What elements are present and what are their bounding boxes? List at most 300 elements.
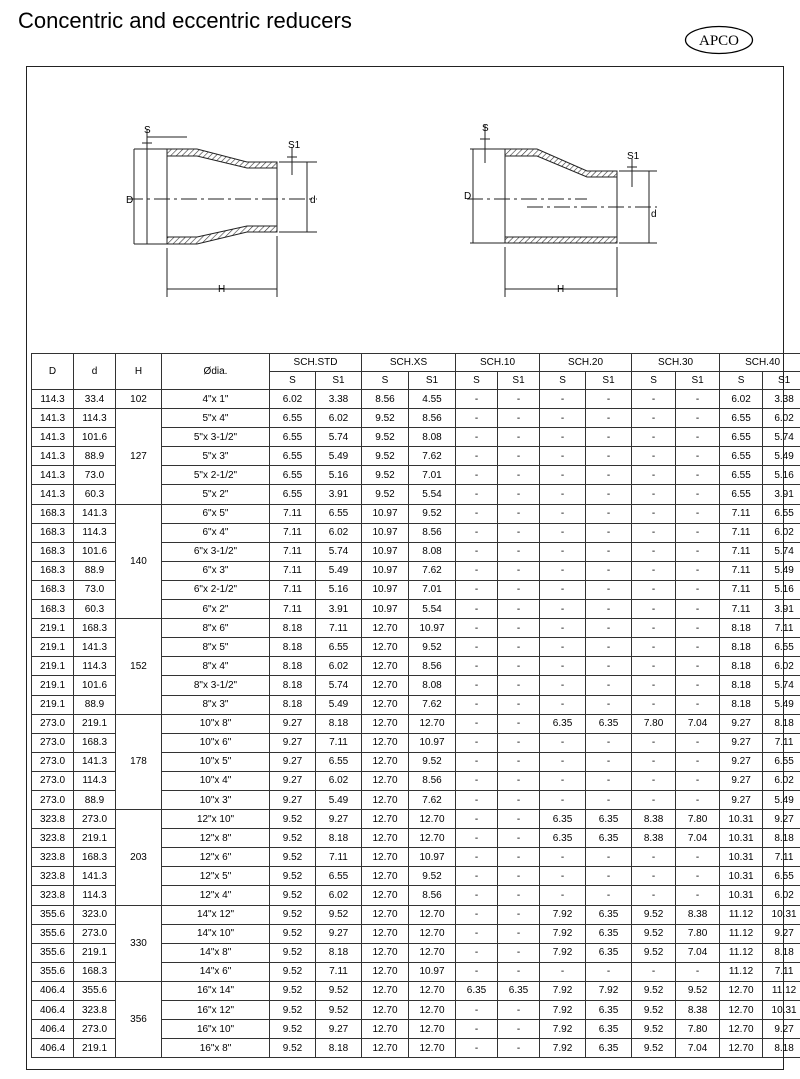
cell-sch40-s: 12.70 xyxy=(720,1039,763,1058)
sub-header-s: S xyxy=(270,372,316,390)
cell-xs-s: 12.70 xyxy=(362,638,409,657)
cell-xs-s1: 5.54 xyxy=(409,600,456,619)
cell-odia: 12"x 5" xyxy=(162,867,270,886)
cell-sch40-s: 12.70 xyxy=(720,981,763,1000)
cell-sch20-s: - xyxy=(540,447,586,466)
cell-std-s: 6.55 xyxy=(270,409,316,428)
cell-sch30-s: - xyxy=(632,867,676,886)
cell-D: 141.3 xyxy=(32,447,74,466)
cell-sch30-s: - xyxy=(632,771,676,790)
cell-D: 406.4 xyxy=(32,981,74,1000)
cell-sch10-s1: - xyxy=(498,771,540,790)
cell-xs-s1: 8.56 xyxy=(409,657,456,676)
cell-sch40-s: 11.12 xyxy=(720,905,763,924)
cell-sch20-s: - xyxy=(540,466,586,485)
cell-std-s: 7.11 xyxy=(270,504,316,523)
cell-odia: 10"x 5" xyxy=(162,752,270,771)
cell-std-s1: 5.16 xyxy=(316,466,362,485)
cell-sch20-s: 7.92 xyxy=(540,1020,586,1039)
table-header-row xyxy=(32,354,800,372)
concentric-s-label: S xyxy=(144,125,151,136)
cell-d: 101.6 xyxy=(74,542,116,561)
cell-sch30-s: - xyxy=(632,523,676,542)
cell-sch30-s: - xyxy=(632,409,676,428)
cell-sch30-s1: - xyxy=(676,428,720,447)
cell-sch20-s: - xyxy=(540,619,586,638)
cell-sch10-s1: - xyxy=(498,1039,540,1058)
cell-D: 323.8 xyxy=(32,810,74,829)
cell-sch20-s1: 6.35 xyxy=(586,1001,632,1020)
cell-sch30-s1: - xyxy=(676,447,720,466)
cell-D: 273.0 xyxy=(32,752,74,771)
cell-std-s: 6.55 xyxy=(270,485,316,504)
cell-sch10-s: - xyxy=(456,886,498,905)
group-header-sch-20: SCH.20 xyxy=(540,354,632,372)
cell-sch30-s1: - xyxy=(676,962,720,981)
cell-odia: 14"x 10" xyxy=(162,924,270,943)
cell-sch30-s1: - xyxy=(676,676,720,695)
cell-xs-s1: 12.70 xyxy=(409,1001,456,1020)
cell-sch10-s: - xyxy=(456,561,498,580)
cell-D: 168.3 xyxy=(32,523,74,542)
cell-sch10-s: - xyxy=(456,695,498,714)
cell-sch30-s1: - xyxy=(676,466,720,485)
cell-std-s1: 9.27 xyxy=(316,1020,362,1039)
cell-xs-s: 12.70 xyxy=(362,886,409,905)
cell-H: 140 xyxy=(116,504,162,619)
cell-sch40-s1: 6.55 xyxy=(763,867,800,886)
cell-xs-s: 9.52 xyxy=(362,485,409,504)
cell-sch30-s1: - xyxy=(676,752,720,771)
cell-sch10-s1: - xyxy=(498,1001,540,1020)
cell-std-s: 9.52 xyxy=(270,962,316,981)
cell-std-s1: 7.11 xyxy=(316,619,362,638)
cell-std-s: 6.55 xyxy=(270,466,316,485)
cell-sch30-s1: - xyxy=(676,580,720,599)
cell-sch20-s1: - xyxy=(586,485,632,504)
cell-xs-s: 12.70 xyxy=(362,752,409,771)
cell-sch40-s: 10.31 xyxy=(720,867,763,886)
cell-d: 323.0 xyxy=(74,905,116,924)
cell-sch20-s1: - xyxy=(586,848,632,867)
cell-D: 273.0 xyxy=(32,733,74,752)
cell-std-s: 9.27 xyxy=(270,790,316,809)
cell-sch40-s1: 10.31 xyxy=(763,1001,800,1020)
cell-D: 273.0 xyxy=(32,790,74,809)
cell-d: 219.1 xyxy=(74,1039,116,1058)
cell-sch30-s1: - xyxy=(676,561,720,580)
cell-std-s: 8.18 xyxy=(270,619,316,638)
cell-sch10-s1: - xyxy=(498,542,540,561)
cell-sch30-s: 9.52 xyxy=(632,924,676,943)
cell-xs-s: 12.70 xyxy=(362,619,409,638)
cell-sch30-s1: 7.04 xyxy=(676,943,720,962)
cell-d: 88.9 xyxy=(74,561,116,580)
cell-sch40-s: 9.27 xyxy=(720,714,763,733)
cell-sch10-s1: - xyxy=(498,390,540,409)
cell-sch40-s1: 6.55 xyxy=(763,752,800,771)
cell-sch10-s: - xyxy=(456,733,498,752)
cell-odia: 6"x 3-1/2" xyxy=(162,542,270,561)
cell-sch30-s: 9.52 xyxy=(632,905,676,924)
cell-std-s1: 6.02 xyxy=(316,409,362,428)
cell-H: 152 xyxy=(116,619,162,714)
cell-D: 168.3 xyxy=(32,542,74,561)
cell-sch40-s: 11.12 xyxy=(720,962,763,981)
cell-odia: 4"x 1" xyxy=(162,390,270,409)
cell-d: 141.3 xyxy=(74,752,116,771)
sub-header-s: S xyxy=(362,372,409,390)
cell-sch40-s: 12.70 xyxy=(720,1020,763,1039)
cell-xs-s: 12.70 xyxy=(362,714,409,733)
cell-sch30-s: - xyxy=(632,733,676,752)
cell-sch40-s1: 8.18 xyxy=(763,1039,800,1058)
cell-sch10-s1: - xyxy=(498,619,540,638)
cell-odia: 8"x 5" xyxy=(162,638,270,657)
cell-std-s1: 6.02 xyxy=(316,771,362,790)
cell-std-s1: 6.02 xyxy=(316,886,362,905)
cell-xs-s: 12.70 xyxy=(362,733,409,752)
cell-std-s1: 5.49 xyxy=(316,447,362,466)
cell-sch20-s1: - xyxy=(586,638,632,657)
cell-sch10-s: - xyxy=(456,504,498,523)
cell-std-s: 9.52 xyxy=(270,848,316,867)
cell-odia: 8"x 3" xyxy=(162,695,270,714)
cell-sch30-s1: 8.38 xyxy=(676,1001,720,1020)
cell-xs-s1: 8.08 xyxy=(409,542,456,561)
cell-sch10-s1: - xyxy=(498,943,540,962)
cell-std-s1: 6.02 xyxy=(316,657,362,676)
cell-d: 168.3 xyxy=(74,848,116,867)
cell-std-s: 9.52 xyxy=(270,981,316,1000)
cell-sch20-s1: - xyxy=(586,771,632,790)
cell-sch40-s: 6.02 xyxy=(720,390,763,409)
cell-xs-s1: 10.97 xyxy=(409,619,456,638)
cell-sch30-s: - xyxy=(632,657,676,676)
cell-sch30-s1: 8.38 xyxy=(676,905,720,924)
cell-sch20-s1: 6.35 xyxy=(586,905,632,924)
cell-D: 219.1 xyxy=(32,638,74,657)
cell-sch10-s: 6.35 xyxy=(456,981,498,1000)
cell-sch20-s1: - xyxy=(586,867,632,886)
cell-std-s: 9.27 xyxy=(270,733,316,752)
cell-xs-s1: 8.56 xyxy=(409,409,456,428)
cell-sch20-s1: - xyxy=(586,580,632,599)
cell-sch10-s: - xyxy=(456,542,498,561)
cell-d: 60.3 xyxy=(74,600,116,619)
cell-xs-s1: 10.97 xyxy=(409,962,456,981)
cell-xs-s: 10.97 xyxy=(362,600,409,619)
cell-xs-s1: 5.54 xyxy=(409,485,456,504)
cell-sch20-s1: - xyxy=(586,790,632,809)
cell-std-s: 9.52 xyxy=(270,1020,316,1039)
cell-std-s: 9.52 xyxy=(270,886,316,905)
cell-sch20-s: 7.92 xyxy=(540,943,586,962)
logo-text: APCO xyxy=(698,33,740,49)
cell-D: 114.3 xyxy=(32,390,74,409)
cell-odia: 6"x 3" xyxy=(162,561,270,580)
cell-sch30-s1: - xyxy=(676,867,720,886)
cell-sch20-s: - xyxy=(540,542,586,561)
cell-sch10-s: - xyxy=(456,1039,498,1058)
cell-sch40-s1: 5.74 xyxy=(763,542,800,561)
cell-sch20-s: - xyxy=(540,867,586,886)
cell-sch10-s1: - xyxy=(498,962,540,981)
cell-d: 168.3 xyxy=(74,733,116,752)
cell-sch30-s1: - xyxy=(676,542,720,561)
table-row xyxy=(32,619,800,638)
cell-sch30-s: - xyxy=(632,580,676,599)
cell-sch20-s: - xyxy=(540,428,586,447)
cell-sch20-s: - xyxy=(540,752,586,771)
cell-xs-s: 10.97 xyxy=(362,542,409,561)
cell-sch10-s: - xyxy=(456,619,498,638)
group-header-sch-std: SCH.STD xyxy=(270,354,362,372)
cell-sch10-s: - xyxy=(456,943,498,962)
table-row xyxy=(32,714,800,733)
cell-d: 114.3 xyxy=(74,523,116,542)
cell-d: 114.3 xyxy=(74,409,116,428)
cell-D: 219.1 xyxy=(32,657,74,676)
sub-header-s1: S1 xyxy=(409,372,456,390)
cell-sch20-s1: - xyxy=(586,504,632,523)
cell-d: 141.3 xyxy=(74,504,116,523)
cell-std-s: 9.27 xyxy=(270,714,316,733)
cell-std-s: 7.11 xyxy=(270,600,316,619)
cell-odia: 10"x 4" xyxy=(162,771,270,790)
cell-std-s1: 9.52 xyxy=(316,981,362,1000)
cell-sch10-s: - xyxy=(456,638,498,657)
cell-sch10-s: - xyxy=(456,580,498,599)
cell-xs-s1: 9.52 xyxy=(409,752,456,771)
cell-sch10-s: - xyxy=(456,810,498,829)
cell-std-s1: 6.02 xyxy=(316,523,362,542)
cell-xs-s: 12.70 xyxy=(362,695,409,714)
cell-odia: 10"x 3" xyxy=(162,790,270,809)
cell-sch20-s1: - xyxy=(586,600,632,619)
cell-xs-s1: 12.70 xyxy=(409,924,456,943)
cell-sch20-s1: - xyxy=(586,733,632,752)
cell-sch20-s: - xyxy=(540,771,586,790)
cell-sch40-s1: 5.74 xyxy=(763,676,800,695)
cell-sch40-s1: 9.27 xyxy=(763,924,800,943)
cell-sch40-s1: 5.49 xyxy=(763,790,800,809)
cell-sch20-s1: 6.35 xyxy=(586,1039,632,1058)
cell-sch40-s1: 6.55 xyxy=(763,504,800,523)
cell-sch40-s1: 7.11 xyxy=(763,733,800,752)
cell-sch30-s1: - xyxy=(676,523,720,542)
cell-sch40-s1: 5.74 xyxy=(763,428,800,447)
cell-std-s: 7.11 xyxy=(270,580,316,599)
cell-sch30-s: - xyxy=(632,676,676,695)
cell-odia: 6"x 2-1/2" xyxy=(162,580,270,599)
cell-sch10-s: - xyxy=(456,1001,498,1020)
cell-sch20-s1: - xyxy=(586,523,632,542)
cell-sch30-s: - xyxy=(632,619,676,638)
cell-xs-s: 12.70 xyxy=(362,867,409,886)
cell-sch20-s: - xyxy=(540,848,586,867)
cell-std-s: 6.02 xyxy=(270,390,316,409)
cell-sch20-s: - xyxy=(540,676,586,695)
cell-H: 330 xyxy=(116,905,162,981)
cell-sch10-s1: - xyxy=(498,504,540,523)
cell-odia: 10"x 8" xyxy=(162,714,270,733)
cell-sch20-s: - xyxy=(540,409,586,428)
group-header-sch-xs: SCH.XS xyxy=(362,354,456,372)
cell-std-s1: 5.74 xyxy=(316,676,362,695)
cell-D: 355.6 xyxy=(32,905,74,924)
sub-header-s: S xyxy=(540,372,586,390)
cell-std-s: 7.11 xyxy=(270,542,316,561)
cell-xs-s1: 4.55 xyxy=(409,390,456,409)
cell-sch40-s: 11.12 xyxy=(720,924,763,943)
cell-sch10-s: - xyxy=(456,714,498,733)
cell-std-s1: 6.55 xyxy=(316,752,362,771)
cell-d: 88.9 xyxy=(74,447,116,466)
cell-std-s: 8.18 xyxy=(270,676,316,695)
cell-sch40-s1: 8.18 xyxy=(763,943,800,962)
cell-std-s: 7.11 xyxy=(270,523,316,542)
cell-std-s1: 5.16 xyxy=(316,580,362,599)
cell-odia: 16"x 12" xyxy=(162,1001,270,1020)
cell-sch10-s1: - xyxy=(498,790,540,809)
cell-xs-s: 12.70 xyxy=(362,962,409,981)
cell-sch20-s: - xyxy=(540,504,586,523)
cell-xs-s: 8.56 xyxy=(362,390,409,409)
cell-sch40-s1: 8.18 xyxy=(763,829,800,848)
cell-sch40-s1: 5.49 xyxy=(763,695,800,714)
cell-sch10-s: - xyxy=(456,1020,498,1039)
cell-sch40-s: 7.11 xyxy=(720,561,763,580)
cell-odia: 12"x 8" xyxy=(162,829,270,848)
cell-sch10-s: - xyxy=(456,905,498,924)
cell-odia: 10"x 6" xyxy=(162,733,270,752)
cell-sch20-s1: 6.35 xyxy=(586,810,632,829)
cell-std-s1: 9.27 xyxy=(316,924,362,943)
cell-std-s1: 9.52 xyxy=(316,1001,362,1020)
cell-D: 273.0 xyxy=(32,714,74,733)
cell-d: 168.3 xyxy=(74,962,116,981)
cell-sch40-s: 7.11 xyxy=(720,542,763,561)
cell-H: 356 xyxy=(116,981,162,1057)
cell-sch40-s: 8.18 xyxy=(720,695,763,714)
cell-sch40-s1: 6.55 xyxy=(763,638,800,657)
cell-sch20-s1: - xyxy=(586,466,632,485)
cell-sch10-s1: - xyxy=(498,523,540,542)
cell-sch20-s1: - xyxy=(586,619,632,638)
cell-sch10-s: - xyxy=(456,466,498,485)
cell-sch10-s: - xyxy=(456,848,498,867)
cell-sch20-s: - xyxy=(540,523,586,542)
cell-sch20-s: - xyxy=(540,485,586,504)
concentric-s1-label: S1 xyxy=(288,140,301,151)
cell-sch10-s: - xyxy=(456,447,498,466)
cell-sch10-s1: - xyxy=(498,580,540,599)
eccentric-h-label: H xyxy=(557,284,565,295)
cell-sch40-s1: 7.11 xyxy=(763,619,800,638)
cell-D: 141.3 xyxy=(32,409,74,428)
cell-sch40-s: 9.27 xyxy=(720,733,763,752)
cell-std-s: 8.18 xyxy=(270,638,316,657)
cell-d: 219.1 xyxy=(74,714,116,733)
cell-sch30-s: 9.52 xyxy=(632,1039,676,1058)
cell-sch10-s1: - xyxy=(498,695,540,714)
cell-std-s: 9.52 xyxy=(270,924,316,943)
cell-sch30-s: 9.52 xyxy=(632,1020,676,1039)
cell-sch40-s: 8.18 xyxy=(720,657,763,676)
cell-sch40-s1: 6.02 xyxy=(763,886,800,905)
cell-sch40-s: 6.55 xyxy=(720,447,763,466)
cell-sch30-s: - xyxy=(632,752,676,771)
cell-std-s1: 6.55 xyxy=(316,638,362,657)
cell-xs-s1: 12.70 xyxy=(409,810,456,829)
cell-xs-s1: 7.62 xyxy=(409,447,456,466)
cell-sch20-s: - xyxy=(540,390,586,409)
concentric-d-inner-label: d xyxy=(310,195,316,206)
cell-sch30-s1: 7.04 xyxy=(676,1039,720,1058)
cell-sch20-s1: - xyxy=(586,390,632,409)
cell-sch20-s: - xyxy=(540,638,586,657)
cell-xs-s: 9.52 xyxy=(362,409,409,428)
cell-sch10-s: - xyxy=(456,428,498,447)
cell-d: 73.0 xyxy=(74,466,116,485)
cell-xs-s: 12.70 xyxy=(362,905,409,924)
cell-xs-s1: 9.52 xyxy=(409,867,456,886)
cell-xs-s1: 7.01 xyxy=(409,580,456,599)
cell-d: 273.0 xyxy=(74,810,116,829)
eccentric-s1-label: S1 xyxy=(627,151,640,162)
cell-sch40-s1: 6.02 xyxy=(763,771,800,790)
cell-D: 141.3 xyxy=(32,485,74,504)
cell-sch40-s: 10.31 xyxy=(720,829,763,848)
cell-sch20-s1: - xyxy=(586,752,632,771)
cell-sch10-s: - xyxy=(456,829,498,848)
cell-d: 33.4 xyxy=(74,390,116,409)
cell-sch20-s: 6.35 xyxy=(540,829,586,848)
cell-sch40-s1: 5.49 xyxy=(763,447,800,466)
cell-sch40-s: 11.12 xyxy=(720,943,763,962)
cell-sch10-s: - xyxy=(456,657,498,676)
cell-sch10-s1: - xyxy=(498,409,540,428)
cell-sch40-s1: 3.38 xyxy=(763,390,800,409)
cell-std-s: 9.52 xyxy=(270,1001,316,1020)
cell-D: 141.3 xyxy=(32,428,74,447)
cell-xs-s1: 12.70 xyxy=(409,1039,456,1058)
cell-xs-s: 12.70 xyxy=(362,1039,409,1058)
cell-d: 141.3 xyxy=(74,638,116,657)
cell-xs-s1: 8.56 xyxy=(409,523,456,542)
reducer-spec-table xyxy=(31,353,800,1058)
cell-sch10-s1: 6.35 xyxy=(498,981,540,1000)
cell-sch20-s: - xyxy=(540,600,586,619)
cell-sch40-s1: 10.31 xyxy=(763,905,800,924)
col-header-D: D xyxy=(32,354,74,390)
cell-std-s1: 7.11 xyxy=(316,733,362,752)
table-body xyxy=(32,390,800,1058)
cell-d: 323.8 xyxy=(74,1001,116,1020)
cell-sch20-s: 6.35 xyxy=(540,810,586,829)
cell-sch20-s: 7.92 xyxy=(540,981,586,1000)
cell-xs-s1: 12.70 xyxy=(409,714,456,733)
cell-sch30-s: 9.52 xyxy=(632,943,676,962)
reducer-diagrams xyxy=(27,67,782,353)
cell-d: 114.3 xyxy=(74,771,116,790)
cell-sch30-s: - xyxy=(632,695,676,714)
cell-sch30-s: 9.52 xyxy=(632,1001,676,1020)
cell-sch30-s: 9.52 xyxy=(632,981,676,1000)
cell-d: 273.0 xyxy=(74,1020,116,1039)
cell-sch30-s: 7.80 xyxy=(632,714,676,733)
